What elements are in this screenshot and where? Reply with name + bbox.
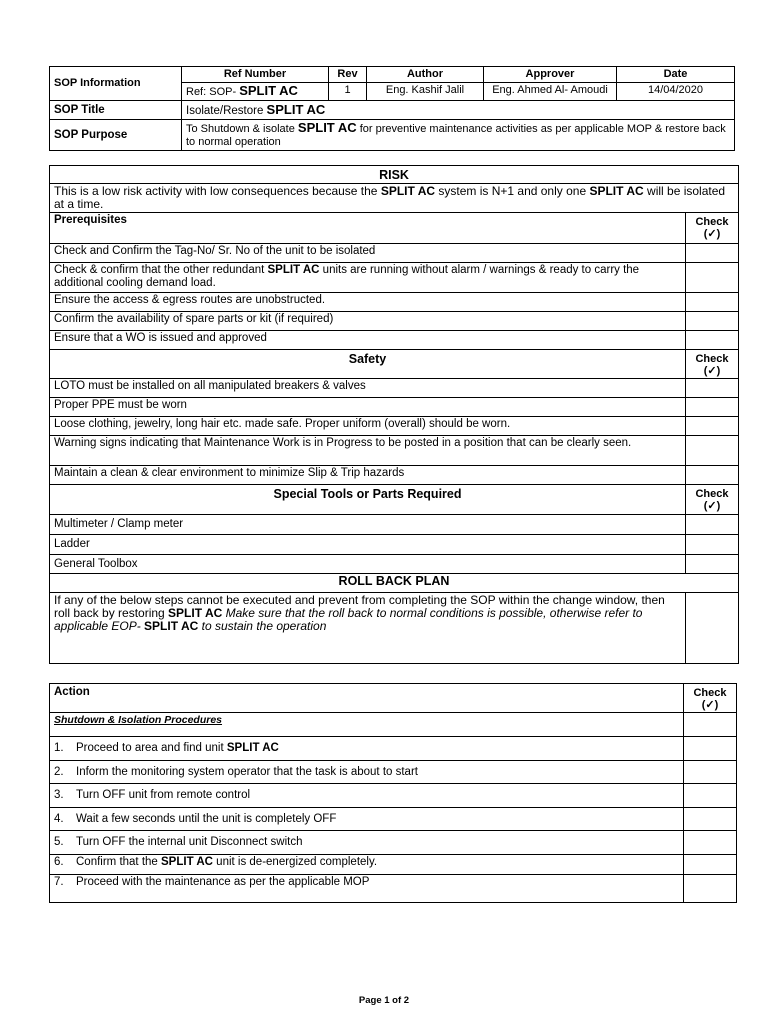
rev-value: 1 xyxy=(329,83,367,101)
step-number: 6. xyxy=(54,856,64,868)
action-step-7 xyxy=(50,875,684,903)
date-value: 14/04/2020 xyxy=(617,83,735,101)
rollback-text-c: to sustain the operation xyxy=(198,619,327,633)
rollback-check[interactable] xyxy=(686,593,739,664)
approver-header: Approver xyxy=(484,67,617,83)
check-label: Check xyxy=(695,353,729,365)
step-2-text: Inform the monitoring system operator that the task is about to start xyxy=(76,765,418,778)
step-number: 3. xyxy=(54,789,64,801)
prereq-check-2[interactable] xyxy=(686,263,739,293)
rev-header: Rev xyxy=(329,67,367,83)
safety-check-2[interactable] xyxy=(686,398,739,417)
check-header xyxy=(686,213,739,244)
prereq-check-3[interactable] xyxy=(686,293,739,312)
rollback-equipment-2: SPLIT AC xyxy=(144,619,199,633)
step-7-text: Proceed with the maintenance as per the applicable MOP xyxy=(76,876,370,888)
ref-number-value xyxy=(182,83,329,101)
action-step-1 xyxy=(50,737,684,761)
tools-check-2[interactable] xyxy=(686,535,739,555)
rollback-equipment-1: SPLIT AC xyxy=(168,606,223,620)
prereq-item-2 xyxy=(50,263,686,293)
ref-prefix: Ref: SOP- xyxy=(186,86,240,98)
action-check-2[interactable] xyxy=(684,761,737,784)
risk-table xyxy=(49,165,739,664)
purpose-prefix: To Shutdown & isolate xyxy=(186,123,298,135)
step-number: 7. xyxy=(54,876,64,888)
safety-check-3[interactable] xyxy=(686,417,739,436)
tools-check-1[interactable] xyxy=(686,515,739,535)
step-number: 1. xyxy=(54,742,64,754)
tools-item-1: Multimeter / Clamp meter xyxy=(50,515,686,535)
prereq-item-5: Ensure that a WO is issued and approved xyxy=(50,331,686,350)
rollback-text-a: If any of the below steps cannot be executed and prevent from completing the SOP within the change window, then roll back by restoring xyxy=(54,593,665,620)
action-check-4[interactable] xyxy=(684,808,737,831)
sop-title-label: SOP Title xyxy=(50,101,182,120)
action-check-header xyxy=(684,684,737,713)
prereq-item-4: Confirm the availability of spare parts or kit (if required) xyxy=(50,312,686,331)
action-check-6[interactable] xyxy=(684,855,737,875)
sop-info-table xyxy=(49,66,735,151)
prereq-item-2-b: units are running without alarm / warnings & ready to carry the additional cooling demand load. xyxy=(54,264,640,289)
action-heading: Action xyxy=(50,684,684,713)
page-footer: Page 1 of 2 xyxy=(358,995,410,1006)
rollback-heading: ROLL BACK PLAN xyxy=(50,574,739,593)
action-check-3[interactable] xyxy=(684,784,737,808)
step-6-text-a: Confirm that the xyxy=(76,856,162,868)
safety-check-5[interactable] xyxy=(686,466,739,485)
action-table xyxy=(49,683,737,903)
action-step-4 xyxy=(50,808,684,831)
safety-item-4: Warning signs indicating that Maintenance Work is in Progress to be posted in a position that can be clearly seen. xyxy=(50,436,686,466)
prereq-item-1: Check and Confirm the Tag-No/ Sr. No of the unit to be isolated xyxy=(50,244,686,263)
action-step-5 xyxy=(50,831,684,855)
prereq-item-3: Ensure the access & egress routes are unobstructed. xyxy=(50,293,686,312)
step-number: 4. xyxy=(54,812,64,825)
check-label: Check xyxy=(695,216,729,228)
tools-check-3[interactable] xyxy=(686,555,739,574)
tools-item-2: Ladder xyxy=(50,535,686,555)
check-label: Check xyxy=(695,488,729,500)
risk-text xyxy=(50,184,739,213)
step-4-text: Wait a few seconds until the unit is completely OFF xyxy=(76,812,337,825)
sop-title-equipment: SPLIT AC xyxy=(266,101,326,117)
sop-information-label: SOP Information xyxy=(50,67,182,101)
step-6-text-b: unit is de-energized completely. xyxy=(212,856,378,868)
tools-heading: Special Tools or Parts Required xyxy=(50,485,686,515)
action-check-7[interactable] xyxy=(684,875,737,903)
author-header: Author xyxy=(367,67,484,83)
safety-check-4[interactable] xyxy=(686,436,739,466)
action-step-2 xyxy=(50,761,684,784)
prerequisites-heading: Prerequisites xyxy=(50,213,686,244)
action-step-6 xyxy=(50,855,684,875)
ref-number-header: Ref Number xyxy=(182,67,329,83)
step-number: 5. xyxy=(54,836,64,848)
step-number: 2. xyxy=(54,765,64,778)
safety-item-3: Loose clothing, jewelry, long hair etc. made safe. Proper uniform (overall) should be worn. xyxy=(50,417,686,436)
risk-equipment-2: SPLIT AC xyxy=(589,184,644,198)
tools-check-header xyxy=(686,485,739,515)
shutdown-subheading: Shutdown & Isolation Procedures xyxy=(54,714,223,726)
sop-purpose-label: SOP Purpose xyxy=(50,120,182,151)
tools-item-3: General Toolbox xyxy=(50,555,686,574)
approver-value: Eng. Ahmed Al- Amoudi xyxy=(484,83,617,101)
step-1-equipment: SPLIT AC xyxy=(226,742,279,754)
ref-equipment: SPLIT AC xyxy=(239,83,298,98)
risk-equipment-1: SPLIT AC xyxy=(380,184,436,198)
sop-title-prefix: Isolate/Restore xyxy=(186,104,267,117)
safety-item-5: Maintain a clean & clear environment to minimize Slip & Trip hazards xyxy=(50,466,686,485)
check-mark-icon: (✓) xyxy=(703,228,721,240)
safety-heading: Safety xyxy=(50,350,686,379)
prereq-item-2-a: Check & confirm that the other redundant xyxy=(54,264,268,276)
prereq-check-1[interactable] xyxy=(686,244,739,263)
action-check-5[interactable] xyxy=(684,831,737,855)
check-mark-icon: (✓) xyxy=(703,365,721,377)
rollback-text-b: Make sure that the roll back to normal conditions is possible, otherwise refer to applicable EOP- xyxy=(54,606,643,633)
rollback-text xyxy=(50,593,686,664)
prereq-item-2-equipment: SPLIT AC xyxy=(267,264,320,276)
step-3-text: Turn OFF unit from remote control xyxy=(76,789,251,801)
step-1-text: Proceed to area and find unit xyxy=(76,742,227,754)
risk-text-a: This is a low risk activity with low consequences because the xyxy=(54,184,381,198)
sop-title-value xyxy=(182,101,735,120)
prereq-check-4[interactable] xyxy=(686,312,739,331)
safety-check-header xyxy=(686,350,739,379)
prereq-check-5[interactable] xyxy=(686,331,739,350)
safety-item-2: Proper PPE must be worn xyxy=(50,398,686,417)
check-mark-icon: (✓) xyxy=(701,699,719,711)
action-check-1[interactable] xyxy=(684,737,737,761)
sop-purpose-value xyxy=(182,120,735,151)
check-label: Check xyxy=(693,687,727,699)
purpose-equipment: SPLIT AC xyxy=(297,120,357,135)
action-subheading xyxy=(50,713,684,737)
risk-text-b: system is N+1 and only one xyxy=(435,184,590,198)
risk-heading: RISK xyxy=(50,166,739,184)
safety-item-1: LOTO must be installed on all manipulated breakers & valves xyxy=(50,379,686,398)
date-header: Date xyxy=(617,67,735,83)
safety-check-1[interactable] xyxy=(686,379,739,398)
risk-text-c: will be isolated at a time. xyxy=(54,184,726,211)
action-step-3 xyxy=(50,784,684,808)
step-6-equipment: SPLIT AC xyxy=(161,856,213,868)
step-5-text: Turn OFF the internal unit Disconnect switch xyxy=(76,836,303,848)
subheading-check[interactable] xyxy=(684,713,737,737)
check-mark-icon: (✓) xyxy=(703,500,721,512)
author-value: Eng. Kashif Jalil xyxy=(367,83,484,101)
purpose-suffix: for preventive maintenance activities as per applicable MOP & restore back to normal operation xyxy=(186,123,726,148)
